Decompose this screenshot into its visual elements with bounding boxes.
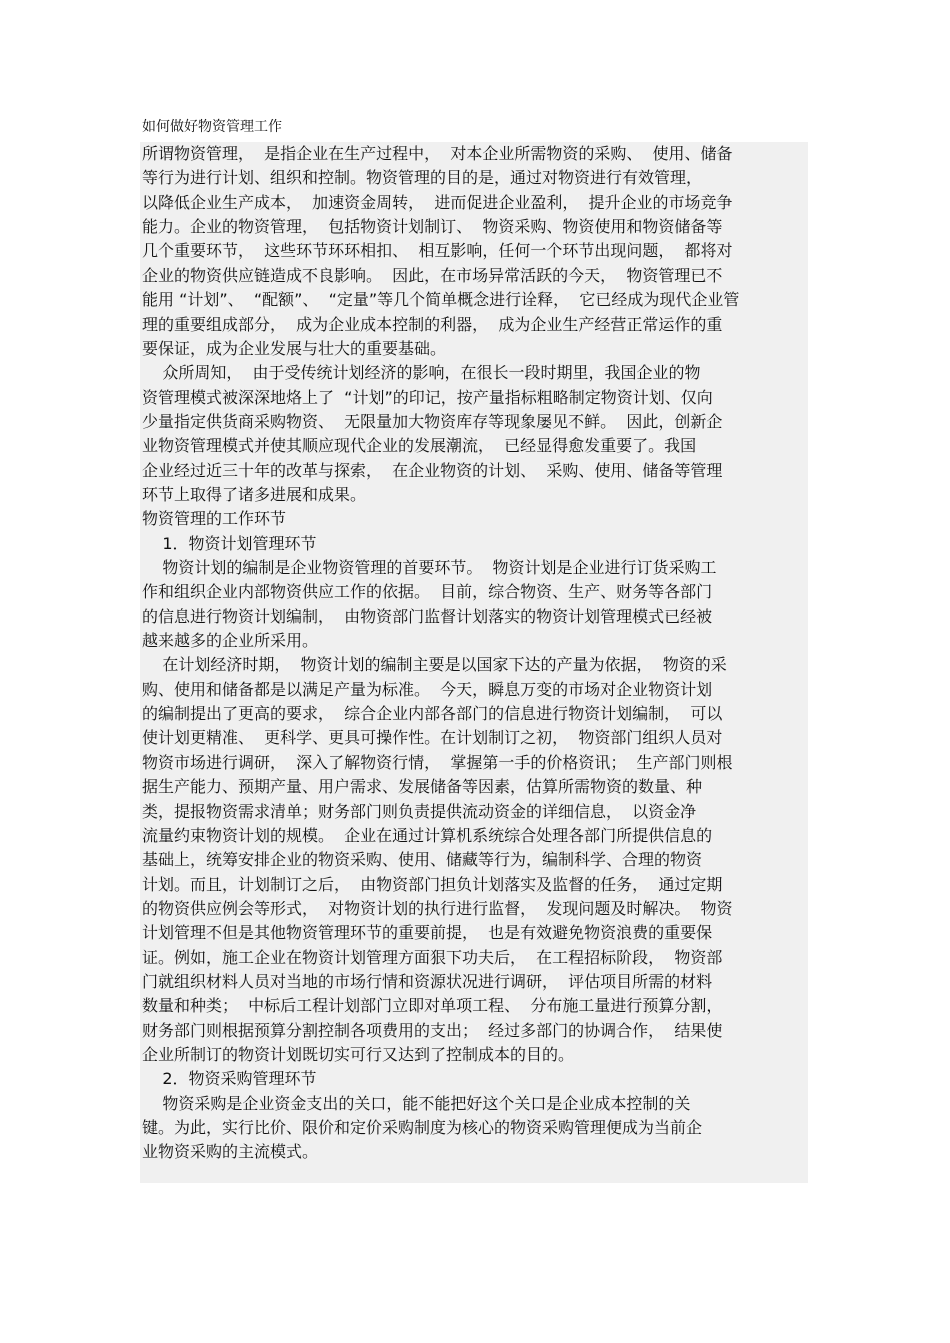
text-line: 门就组织材料人员对当地的市场行情和资源状况进行调研， 评估项目所需的材料 [142, 971, 713, 991]
section-heading: 物资管理的工作环节 [142, 509, 287, 529]
text-line: 能用 “计划”、 “配额”、 “定量”等几个简单概念进行诠释， 它已经成为现代企业管 [142, 290, 740, 310]
text-line: 流量约束物资计划的规模。 企业在通过计算机系统综合处理各部门所提供信息的 [142, 825, 713, 845]
text-line: 类，提报物资需求清单；财务部门则负责提供流动资金的详细信息， 以资金净 [142, 801, 697, 821]
text-line: 购、使用和储备都是以满足产量为标准。 今天，瞬息万变的市场对企业物资计划 [142, 679, 713, 699]
text-line: 的编制提出了更高的要求， 综合企业内部各部门的信息进行物资计划编制， 可以 [142, 704, 723, 724]
text-line: 计划。而且，计划制订之后， 由物资部门担负计划落实及监督的任务， 通过定期 [142, 874, 723, 894]
text-line: 环节上取得了诸多进展和成果。 [142, 484, 367, 504]
text-line: 作和组织企业内部物资供应工作的依据。 目前，综合物资、生产、财务等各部门 [142, 582, 713, 602]
text-line: 的信息进行物资计划编制， 由物资部门监督计划落实的物资计划管理模式已经被 [142, 606, 713, 626]
text-line: 少量指定供货商采购物资、 无限量加大物资库存等现象屡见不鲜。 因此，创新企 [142, 411, 723, 431]
text-line: 计划管理不但是其他物资管理环节的重要前提， 也是有效避免物资浪费的重要保 [142, 923, 713, 943]
text-line: 键。为此，实行比价、限价和定价采购制度为核心的物资采购管理便成为当前企 [142, 1118, 703, 1137]
text-line: 企业所制订的物资计划既切实可行又达到了控制成本的目的。 [142, 1045, 575, 1064]
text-line: 的物资供应例会等形式， 对物资计划的执行进行监督， 发现问题及时解决。 物资 [142, 898, 733, 918]
text-line: 财务部门则根据预算分割控制各项费用的支出； 经过多部门的协调合作， 结果使 [142, 1020, 723, 1040]
text-line: 能力。企业的物资管理， 包括物资计划制订、 物资采购、物资使用和物资储备等 [142, 217, 723, 237]
text-line: 业物资管理模式并使其顺应现代企业的发展潮流， 已经显得愈发重要了。我国 [142, 436, 697, 456]
text-line: 基础上，统筹安排企业的物资采购、使用、储藏等行为，编制科学、合理的物资 [142, 850, 703, 870]
text-line: 数量和种类； 中标后工程计划部门立即对单项工程、 分布施工量进行预算分割， [142, 996, 723, 1016]
text-line: 企业经过近三十年的改革与探索， 在企业物资的计划、 采购、使用、储备等管理 [142, 460, 723, 480]
subsection-heading: 2．物资采购管理环节 [142, 1069, 317, 1089]
text-line: 业物资采购的主流模式。 [142, 1142, 319, 1162]
text-line: 所谓物资管理， 是指企业在生产过程中， 对本企业所需物资的采购、 使用、储备 [142, 144, 733, 163]
text-line: 使计划更精准、 更科学、更具可操作性。在计划制订之初， 物资部门组织人员对 [142, 728, 723, 748]
page-title: 如何做好物资管理工作 [142, 119, 282, 135]
text-line: 在计划经济时期， 物资计划的编制主要是以国家下达的产量为依据， 物资的采 [142, 655, 727, 675]
text-line: 企业的物资供应链造成不良影响。 因此，在市场异常活跃的今天， 物资管理已不 [142, 265, 723, 285]
text-line: 物资采购是企业资金支出的关口，能不能把好这个关口是企业成本控制的关 [142, 1093, 691, 1113]
text-line: 物资计划的编制是企业物资管理的首要环节。 物资计划是企业进行订货采购工 [142, 558, 717, 577]
text-line: 要保证，成为企业发展与壮大的重要基础。 [142, 338, 447, 358]
text-line: 资管理模式被深深地烙上了 “计划”的印记，按产量指标粗略制定物资计划、仅向 [142, 387, 713, 407]
text-line: 等行为进行计划、组织和控制。物资管理的目的是，通过对物资进行有效管理， [142, 168, 703, 188]
text-line: 几个重要环节， 这些环节环环相扣、 相互影响，任何一个环节出现问题， 都将对 [142, 241, 733, 261]
text-line: 理的重要组成部分， 成为企业成本控制的利器， 成为企业生产经营正常运作的重 [142, 314, 723, 334]
text-line: 以降低企业生产成本， 加速资金周转， 进而促进企业盈利， 提升企业的市场竞争 [142, 192, 733, 212]
subsection-heading: 1．物资计划管理环节 [142, 533, 317, 553]
text-line: 证。例如，施工企业在物资计划管理方面狠下功夫后， 在工程招标阶段， 物资部 [142, 947, 723, 967]
text-line: 越来越多的企业所采用。 [142, 631, 319, 650]
text-line: 据生产能力、预期产量、用户需求、发展储备等因素，估算所需物资的数量、种 [142, 777, 703, 797]
text-line: 物资市场进行调研， 深入了解物资行情， 掌握第一手的价格资讯； 生产部门则根 [142, 752, 733, 772]
text-line: 众所周知， 由于受传统计划经济的影响，在很长一段时期里，我国企业的物 [142, 363, 701, 383]
